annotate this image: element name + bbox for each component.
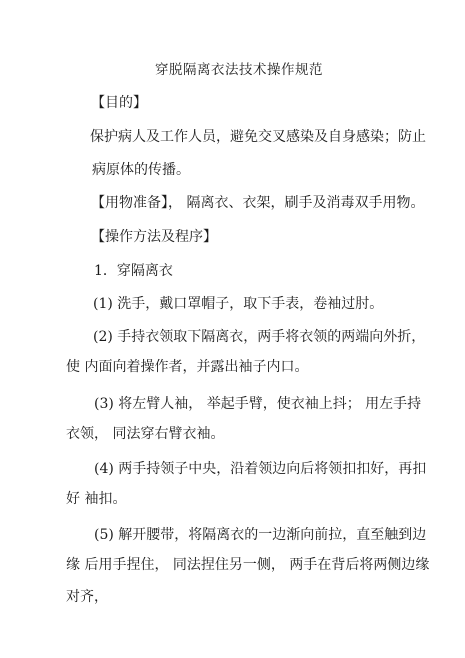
step-3-line: 衣领， 同法穿右臂衣袖。 [66, 426, 225, 442]
step-3-line: (3) 将左臂人袖， 举起手臂，使衣袖上抖； 用左手持 [94, 396, 422, 412]
document-title: 穿脱隔离衣法技术操作规范 [155, 62, 323, 78]
paragraph-line: 病原体的传播。 [92, 162, 190, 178]
step-2-line: (2) 手持衣领取下隔离衣，两手将衣领的两端向外折， [93, 329, 426, 345]
paragraph-line: 保护病人及工作人员，避免交叉感染及自身感染；防止 [90, 129, 426, 145]
section-heading-procedure: 【操作方法及程序】 [91, 229, 217, 245]
step-5-line: 对齐， [66, 589, 108, 605]
step-5-line: (5) 解开腰带，将隔离衣的一边渐向前拉，直至触到边 [94, 527, 427, 543]
step-4-line: 好 袖扣。 [66, 491, 127, 507]
step-4-line: (4) 两手持领子中央，沿着领边向后将领扣扣好，再扣 [94, 461, 427, 477]
step-5-line: 缘 后用手捏住， 同法捏住另一侧， 两手在背后将两侧边缘 [66, 557, 430, 573]
section-heading-purpose: 【目的】 [91, 95, 147, 111]
subheading-wear-gown: 1．穿隔离衣 [94, 263, 173, 279]
step-2-line: 使 内面向着操作者，并露出袖子内口。 [66, 359, 309, 375]
section-heading-materials: 【用物准备】， 隔离衣、衣架，刷手及消毒双手用物。 [91, 195, 425, 211]
step-1-line: (1) 洗手，戴口罩帽子，取下手表，卷袖过肘。 [93, 296, 384, 312]
